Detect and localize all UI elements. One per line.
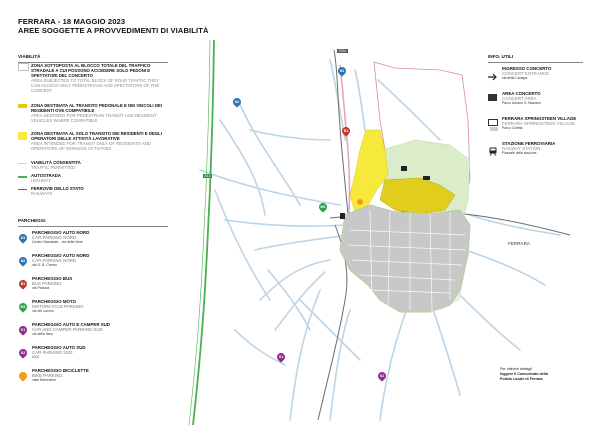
parking-pin-n2 bbox=[17, 255, 28, 266]
map-pin-b1-code: B1 bbox=[343, 129, 349, 133]
info-item-concert-area bbox=[502, 91, 592, 106]
legend-swatch-railways bbox=[18, 189, 27, 190]
info-item-concert-area-it: AREA CONCERTO bbox=[502, 91, 541, 96]
info-item-village-en: FERRARA SPRINGSTEEN VILLAGE bbox=[502, 121, 575, 127]
legend-swatch-allowed bbox=[18, 163, 27, 164]
info-item-village bbox=[502, 116, 594, 131]
legend-item-blocked-it: ZONA SOTTOPOSTA AL BLOCCO TOTALE DEL TRAFFICO STRADALE A CUI POSSONO ACCEDERE SOLO PEDONI E SPETTATORI DEL CONCERTO bbox=[31, 63, 151, 79]
parking-item-m1-en: MOTORCYCLE PARKING bbox=[32, 304, 84, 310]
parking-item-b1-it: PARCHEGGIO BUS bbox=[32, 276, 73, 281]
parking-item-s2 bbox=[32, 345, 162, 360]
map-pin-m1-code: M1 bbox=[320, 205, 326, 209]
train-marker[interactable] bbox=[340, 213, 345, 219]
parking-item-n2-it: PARCHEGGIO AUTO NORD bbox=[32, 253, 90, 258]
parking-item-m1-addr: via del Lavoro bbox=[32, 309, 54, 314]
legend-item-allowed-en: TRAFFIC PERMITTED bbox=[31, 165, 76, 171]
parking-pin-m1 bbox=[17, 301, 28, 312]
arrow-right-icon bbox=[488, 68, 498, 76]
info-item-concert-area-en: CONCERT AREA bbox=[502, 96, 537, 102]
parking-item-s2-it: PARCHEGGIO AUTO SUD bbox=[32, 345, 86, 350]
blocked-zone bbox=[340, 205, 470, 312]
legend-item-pedestrian bbox=[31, 103, 166, 123]
info-item-station-it: STAZIONE FERROVIARIA bbox=[502, 141, 556, 146]
parking-item-b1-en: BUS PARKING bbox=[32, 281, 62, 287]
footnote-line-2: leggere il Comunicato della bbox=[500, 371, 548, 376]
parking-item-n1-addr: Centro Diamante - via delle Nere bbox=[32, 240, 83, 245]
highway-a13 bbox=[193, 40, 214, 425]
legend-item-blocked-en: AREA SUBJECTED TO TOTAL BLOCK OF ROAD TRAFFIC THEY CAN ACCESS ONLY PEDESTRIANS AND SPECTATORS OF THE CONCERT bbox=[31, 78, 160, 94]
legend-item-residents-it: ZONA DESTINATA AL SOLO TRANSITO DEI RESIDENTI E DEGLI OPERATORI DELLE ATTIVITÀ LAVORATIVE bbox=[31, 131, 162, 142]
legend-item-pedestrian-en: AREA DESTINED FOR PEDESTRIAN TRANSIT AND RESIDENT VEHICLES WHERE COMPATIBLE bbox=[31, 113, 157, 124]
parking-item-bike-addr: viale Belvedere bbox=[32, 378, 56, 383]
concert-area-marker[interactable] bbox=[401, 166, 407, 171]
map-pin-m1[interactable] bbox=[317, 201, 328, 212]
road-ss16-label: SS16 bbox=[338, 49, 347, 53]
parking-pin-b1 bbox=[17, 278, 28, 289]
legend-item-residents bbox=[31, 131, 166, 151]
parking-item-n1-it: PARCHEGGIO AUTO NORD bbox=[32, 230, 90, 235]
parking-item-bike-it: PARCHEGGIO BICICLETTE bbox=[32, 368, 89, 373]
parking-pin-b1-code: B1 bbox=[20, 282, 26, 286]
parking-item-n1-en: CAR PARKING NORD bbox=[32, 235, 77, 241]
concert-area-icon bbox=[488, 94, 497, 101]
map-pin-s2-code: S2 bbox=[379, 374, 385, 378]
info-item-entrance-addr: via della Canapa bbox=[502, 76, 528, 81]
parking-item-s1-en: CAR AND CAMPER PARKING SUD bbox=[32, 327, 103, 333]
parking-item-m1 bbox=[32, 299, 162, 314]
title-line-2: AREE SOGGETTE A PROVVEDIMENTI DI VIABILITÀ bbox=[18, 26, 209, 35]
map-pin-s2[interactable] bbox=[376, 370, 387, 381]
footnote-line-3: Polizia Locale di Ferrara. bbox=[500, 376, 544, 381]
footnote-line-1: Per ulteriori dettagli bbox=[500, 367, 532, 371]
legend-item-blocked bbox=[31, 63, 166, 94]
parking-item-b1-addr: via Padova bbox=[32, 286, 50, 291]
parking-pin-s2 bbox=[17, 347, 28, 358]
parking-item-bike bbox=[32, 368, 162, 383]
parking-item-m1-it: PARCHEGGIO MOTO bbox=[32, 299, 76, 304]
parking-pin-s1-code: S1 bbox=[20, 328, 26, 332]
map-pin-s1[interactable] bbox=[275, 351, 286, 362]
legend-item-highway-it: AUTOSTRADA bbox=[31, 173, 61, 178]
legend-item-allowed bbox=[31, 160, 166, 170]
parking-pin-n1 bbox=[17, 232, 28, 243]
legend-item-highway bbox=[31, 173, 166, 183]
page-title bbox=[18, 17, 209, 35]
parking-item-bike-en: BIKE PARKING bbox=[32, 373, 63, 379]
village-icon bbox=[488, 119, 498, 126]
legend-item-railways-en: RAILWAYS bbox=[31, 191, 53, 197]
parking-pin-s1 bbox=[17, 324, 28, 335]
info-item-station-en: RAILWAY STATION bbox=[502, 146, 541, 152]
title-line-1: FERRARA - 18 MAGGIO 2023 bbox=[18, 17, 126, 26]
parking-pin-s2-code: S2 bbox=[20, 351, 26, 355]
map-pin-n1[interactable] bbox=[336, 65, 347, 76]
train-icon bbox=[489, 143, 497, 152]
info-item-concert-area-addr: Parco Urbano G. Bassani bbox=[502, 101, 541, 106]
info-item-entrance bbox=[502, 66, 592, 81]
parking-pin-m1-code: M1 bbox=[20, 305, 26, 309]
footnote bbox=[500, 367, 578, 381]
legend-item-railways bbox=[31, 186, 166, 196]
parking-pin-n2-code: N2 bbox=[20, 259, 26, 263]
info-divider bbox=[488, 62, 583, 63]
info-item-entrance-en: CONCERT ENTRANCE bbox=[502, 71, 549, 77]
parking-item-s1-addr: via della fiera bbox=[32, 332, 53, 337]
legend-title: VIABILITÀ bbox=[18, 54, 41, 59]
map-pin-b1[interactable] bbox=[340, 125, 351, 136]
parking-item-n2 bbox=[32, 253, 162, 268]
map-pin-n2[interactable] bbox=[231, 96, 242, 107]
entrance-marker[interactable] bbox=[357, 199, 363, 205]
info-item-village-it: FERRARA SPRINGSTEEN VILLAGE bbox=[502, 116, 577, 121]
legend-swatch-blocked bbox=[18, 63, 29, 71]
map-pin-s1-code: S1 bbox=[278, 355, 284, 359]
parking-item-s2-en: CAR PARKING SUD bbox=[32, 350, 73, 356]
road-a13-label: A13 bbox=[204, 174, 211, 178]
legend-item-residents-en: AREA INTENDED FOR TRANSIT ONLY OF RESIDENTS AND OPERATORS OF WORKING ACTIVITIES bbox=[31, 141, 151, 152]
info-item-entrance-it: INGRESSO CONCERTO bbox=[502, 66, 552, 71]
parking-item-s1-it: PARCHEGGIO AUTO E CAMPER SUD bbox=[32, 322, 110, 327]
parking-item-n2-addr: via G. B. Cremo bbox=[32, 263, 57, 268]
parking-title: PARCHEGGI bbox=[18, 218, 46, 223]
parking-item-s2-addr: XXX bbox=[32, 355, 40, 360]
legend-swatch-residents bbox=[18, 132, 27, 140]
parking-item-n2-en: CAR PARKING NORD bbox=[32, 258, 77, 264]
parking-item-b1 bbox=[32, 276, 162, 291]
parking-item-s1 bbox=[32, 322, 162, 337]
legend-swatch-highway bbox=[18, 176, 27, 178]
legend-item-railways-it: FERROVIE DELLO STATO bbox=[31, 186, 84, 191]
parking-divider bbox=[18, 226, 168, 227]
legend-item-highway-en: HIGHWAY bbox=[31, 178, 52, 184]
legend-swatch-pedestrian bbox=[18, 104, 27, 108]
city-label: FERRARA bbox=[508, 241, 530, 246]
map-pin-n1-code: N1 bbox=[339, 69, 345, 73]
parking-item-n1 bbox=[32, 230, 162, 245]
info-item-station bbox=[502, 141, 592, 156]
info-item-village-addr: Parco Coletta bbox=[502, 126, 523, 131]
info-title: INFO. UTILI bbox=[488, 54, 514, 59]
village-marker[interactable] bbox=[423, 176, 430, 180]
legend-item-pedestrian-it: ZONA DESTINATA AL TRANSITO PEDONALE E DEI VEICOLI DEI RESIDENTI OVE COMPATIBILE bbox=[31, 103, 162, 114]
parking-pin-n1-code: N1 bbox=[20, 236, 26, 240]
map-pin-n2-code: N2 bbox=[234, 100, 240, 104]
legend-item-allowed-it: VIABILITÀ CONSENTITA bbox=[31, 160, 81, 165]
info-item-station-addr: Piazzale della stazione bbox=[502, 151, 537, 156]
